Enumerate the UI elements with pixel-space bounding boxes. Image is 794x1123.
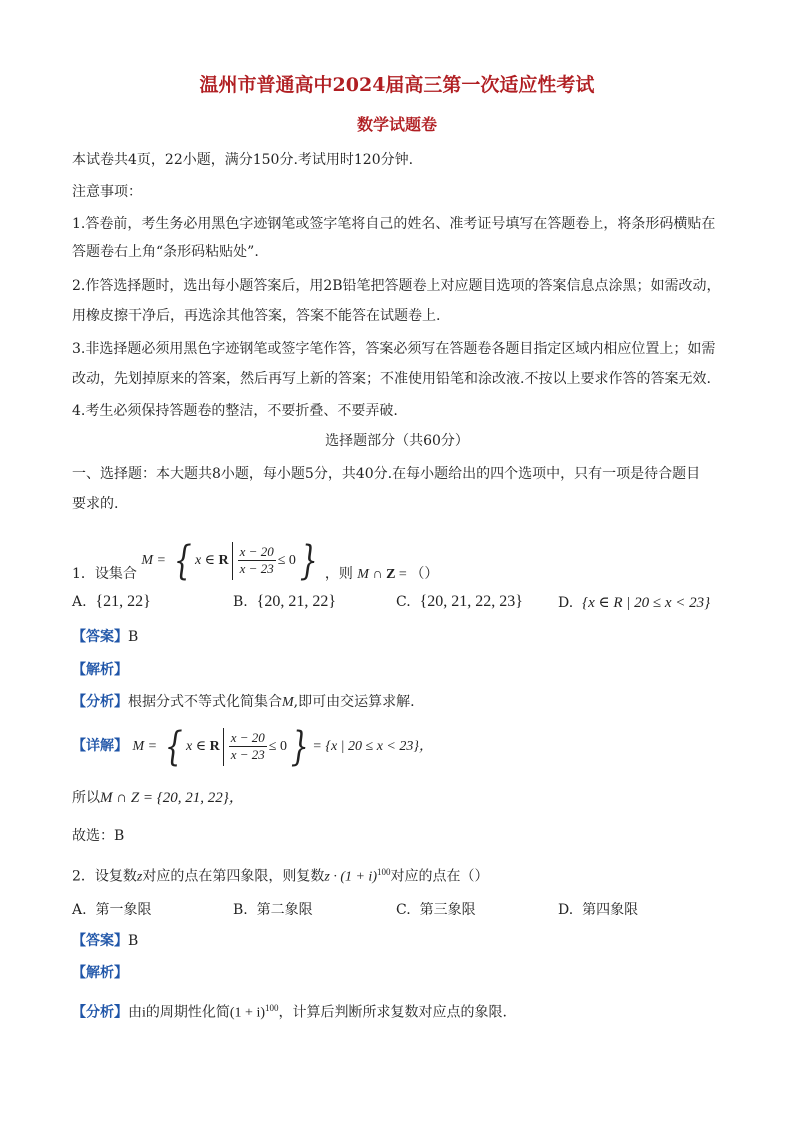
option-value: 第四象限 [582,902,639,918]
option-value: 第一象限 [95,902,152,918]
inequality: ≤ 0 [268,739,287,754]
expr-end: = （） [395,567,439,582]
frac-numerator: x − 20 [230,730,265,746]
q2-stem-c: 对应的点在（） [390,868,489,885]
frac-denominator: x − 23 [239,561,274,577]
analysis-tag: 【解析】 [72,965,128,981]
q1-answer [72,627,138,647]
right-brace: } [299,537,318,584]
option-value: {20, 21, 22} [256,593,337,610]
inequality: ≤ 0 [277,553,296,568]
q2-option-b[interactable] [233,899,313,919]
set-bar [223,728,224,766]
option-label: B. [233,902,248,918]
notice-line: 用橡皮擦干净后，再选涂其他答案，答案不能答在试题卷上. [72,308,441,324]
q2-option-c[interactable] [396,899,476,919]
question-2-stem [72,862,488,888]
set-var: x ∈ [194,553,219,568]
intro-text: 本试卷共4页，22小题，满分150分.考试用时120分钟. [72,152,414,168]
so-expr: M ∩ Z = {20, 21, 22}， [100,790,244,806]
q2-exponent: 100 [376,867,391,877]
fenxi-b: 的周期性化简 [145,1004,230,1021]
real-set: R [218,553,229,568]
q1-option-d[interactable] [558,593,710,612]
notice-heading: 注意事项： [72,184,142,200]
notice-line: 答题卷右上角“条形码粘贴处”. [72,244,259,260]
set-fraction [238,544,276,577]
fenxi-expr: (1 + i) [229,1005,265,1021]
option-label: A. [72,594,87,610]
q2-answer [72,931,138,951]
fenxi-text: 根据分式不等式化简集合 [128,694,282,710]
question-1-prefix: 1．设集合 [72,566,137,582]
notice-line: 3.非选择题必须用黑色字迹钢笔或签字笔作答，答案必须写在答题卷各题目指定区域内相应位置上；如需 [72,341,716,357]
page-title: 温州市普通高中2024届高三第一次适应性考试 [199,74,595,96]
option-value: {20, 21, 22, 23} [419,593,523,610]
option-label: D. [558,902,574,918]
notice-line: 4.考生必须保持答题卷的整洁，不要折叠、不要弄破. [72,403,398,419]
q2-option-a[interactable] [72,899,151,919]
fenxi-a: 由 [128,1004,142,1021]
detail-tag: 【详解】 [72,738,128,754]
section-desc: 要求的. [72,496,119,512]
q1-option-c[interactable] [396,593,523,611]
set-definition: M = { x ∈ R $\frac{x - 20}{x - 23}$ ≤ 0} [141,537,318,584]
set-var: x ∈ [186,739,210,754]
section-heading: 选择题部分（共60分） [325,433,469,449]
answer-tag: 【答案】 [72,629,128,645]
real-set: R [209,739,220,754]
notice-line: 2.作答选择题时，选出每小题答案后，用2B铅笔把答题卷上对应题目选项的答案信息点涂黑；如需改动， [72,278,721,294]
frac-numerator: x − 20 [239,544,274,560]
q1-choose: 故选：B [72,828,125,844]
section-desc: 一、选择题：本大题共8小题，每小题5分，共40分.在每小题给出的四个选项中，只有一项是待合题目 [72,466,701,482]
q1-so [72,788,244,808]
option-label: C. [396,902,411,918]
notice-line: 1.答卷前，考生务必用黑色字迹钢笔或签字笔将自己的姓名、准考证号填写在答题卷上，将条形码横贴在 [72,216,716,232]
q1-option-a[interactable] [72,593,151,611]
integer-set: Z [386,567,396,582]
q1-option-b[interactable] [233,593,336,611]
left-brace: { [173,537,192,584]
q2-expr: z · (1 + i) [324,869,377,885]
answer-tag: 【答案】 [72,933,128,949]
analysis-tag: 【解析】 [72,662,128,678]
fenxi-tag: 【分析】 [72,1004,128,1021]
expr-intersection: M ∩ [357,567,387,582]
q2-option-d[interactable] [558,899,638,919]
page-subtitle: 数学试题卷 [356,115,437,134]
question-1-expr [357,567,438,582]
question-1-stem [72,537,439,584]
option-label: C. [396,594,411,610]
option-label: D. [558,595,574,611]
fenxi-c: ，计算后判断所求复数对应点的象限. [278,1004,507,1021]
notice-line: 改动，先划掉原来的答案，然后再写上新的答案；不准使用铅笔和涂改液.不按以上要求作答的答案无效. [72,371,711,387]
detail-result: = {x | 20 ≤ x < 23}， [312,739,433,754]
answer-value: B [128,629,139,645]
imag-unit: i [142,1005,146,1021]
q2-stem-b: 对应的点在第四象限，则复数 [142,868,325,885]
fenxi-exponent: 100 [265,1003,279,1013]
q1-analysis [72,660,128,680]
option-value: 第三象限 [419,902,476,918]
set-fraction [229,730,267,763]
right-brace: } [290,723,309,770]
q2-stem-a: 2．设复数 [72,868,137,885]
frac-denominator: x − 23 [230,747,265,763]
set-name: M [132,739,145,754]
fenxi-end: ,即可由交运算求解. [293,694,415,710]
q2-fenxi [72,998,507,1024]
question-1-suffix: ，则 [324,566,353,582]
option-label: A. [72,902,87,918]
left-brace: { [164,723,183,770]
detail-expr: M = { x ∈ R $\frac{x - 20}{x - 23}$ ≤ 0} = {x | 20 ≤ x < 23}， [132,723,433,770]
so-text: 所以 [72,790,100,806]
q1-detail [72,723,433,770]
q1-fenxi [72,692,415,713]
option-value: {21, 22} [95,593,151,610]
fenxi-tag: 【分析】 [72,694,128,710]
set-name: M [141,553,154,568]
q2-analysis [72,963,128,983]
option-label: B. [233,594,248,610]
answer-value: B [128,933,139,949]
set-bar [232,542,233,580]
option-value: 第二象限 [256,902,313,918]
option-value: {x ∈ R | 20 ≤ x < 23} [582,595,711,611]
q2-z: z [136,869,143,885]
fenxi-set: M [282,695,294,710]
